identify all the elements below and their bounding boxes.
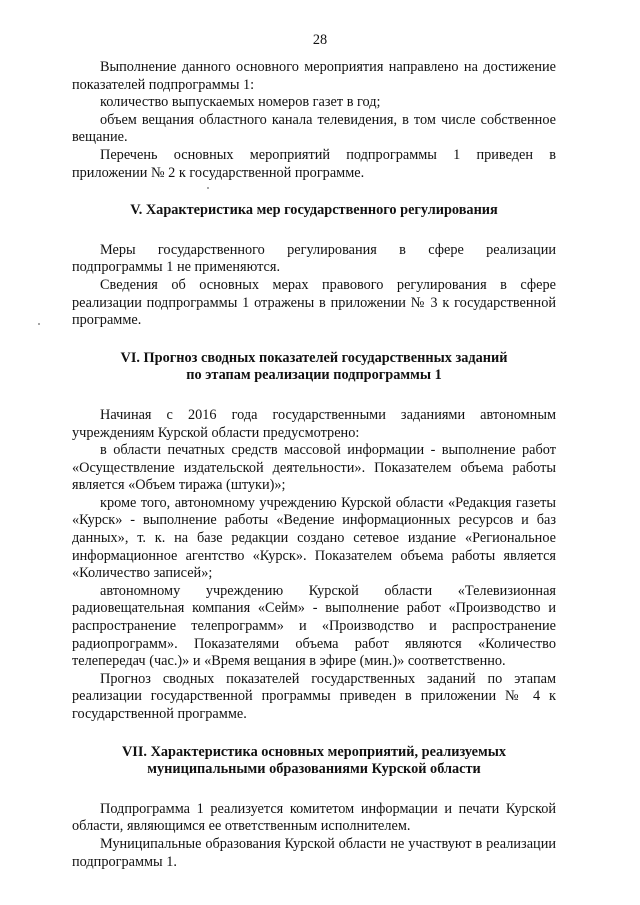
paragraph: автономному учреждению Курской области «Телевизионная радиовещательная компания «Сейм» - выполнение работ «Производство и распространение телепрограмм» и «Производство и распространение радиопрограмм». Показателями объема работ являются «Количество телепередач (час.)» и «Время вещания в эфире (мин.)» соответственно. — [72, 582, 556, 670]
section-heading-vii — [72, 744, 556, 779]
heading-line: VI. Прогноз сводных показателей государственных заданий — [120, 349, 508, 366]
heading-line: по этапам реализации подпрограммы 1 — [186, 367, 442, 384]
scan-speck — [38, 323, 40, 325]
scan-speck — [207, 187, 209, 189]
page-number: 28 — [312, 32, 328, 48]
paragraph: Меры государственного регулирования в сфере реализации подпрограммы 1 не применяются. — [72, 241, 556, 276]
paragraph: Подпрограмма 1 реализуется комитетом информации и печати Курской области, являющимся ее ответственным исполнителем. — [72, 800, 556, 835]
paragraph: объем вещания областного канала телевидения, в том числе собственное вещание. — [72, 111, 556, 146]
section-heading-v: V. Характеристика мер государственного регулирования — [130, 202, 498, 219]
paragraph: Сведения об основных мерах правового регулирования в сфере реализации подпрограммы 1 отражены в приложении № 3 к государственной программе. — [72, 276, 556, 329]
paragraph: Прогноз сводных показателей государственных заданий по этапам реализации государственной программы приведен в приложении № 4 к государственной программе. — [72, 670, 556, 722]
paragraph: количество выпускаемых номеров газет в год; — [100, 94, 381, 111]
paragraph: Муниципальные образования Курской области не участвуют в реализации подпрограммы 1. — [72, 835, 556, 870]
heading-line: муниципальными образованиями Курской области — [147, 761, 481, 778]
paragraph: кроме того, автономному учреждению Курской области «Редакция газеты «Курск» - выполнение работы «Ведение информационных ресурсов и баз данных», т. к. на базе редакции создано сетевое издание «Региональное информационное агентство «Курск». Показателем объема работы является «Количество записей»; — [72, 494, 556, 582]
heading-line: VII. Характеристика основных мероприятий, реализуемых — [121, 743, 507, 760]
paragraph: в области печатных средств массовой информации - выполнение работ «Осуществление издательской деятельности». Показателем объема работы является «Объем тиража (штуки)»; — [72, 442, 556, 494]
paragraph: Перечень основных мероприятий подпрограммы 1 приведен в приложении № 2 к государственной программе. — [72, 146, 556, 181]
section-heading-vi — [72, 350, 556, 385]
paragraph: Начиная с 2016 года государственными заданиями автономным учреждениям Курской области предусмотрено: — [72, 406, 556, 441]
page-content — [72, 59, 556, 871]
paragraph: Выполнение данного основного мероприятия направлено на достижение показателей подпрограммы 1: — [72, 59, 556, 93]
